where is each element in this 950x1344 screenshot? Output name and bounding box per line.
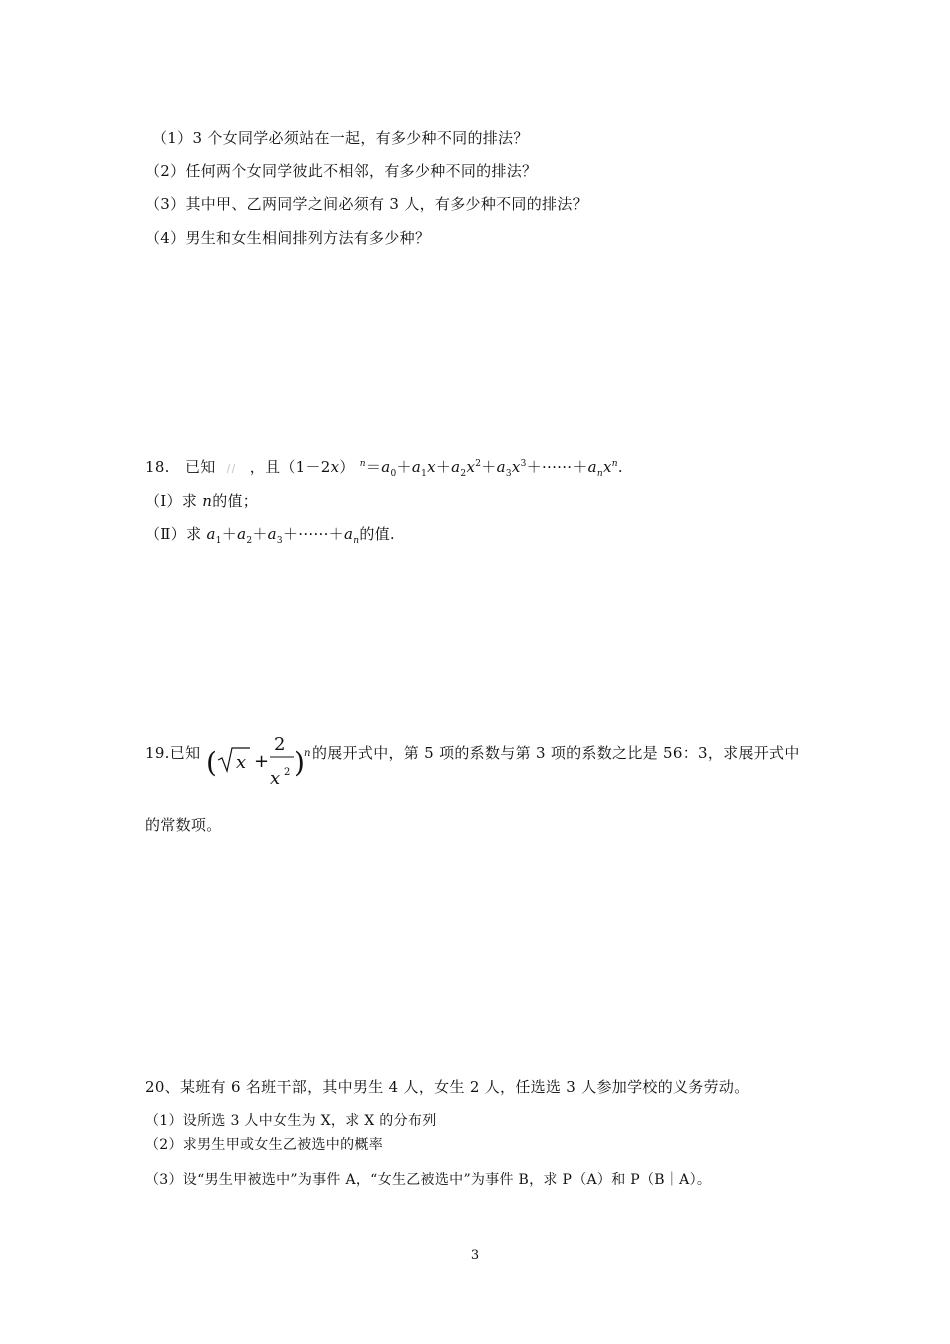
q19-sqrt-x: x — [236, 752, 247, 773]
q19-statement: 的展开式中，第 5 项的系数与第 3 项的系数之比是 56：3，求展开式中 — [312, 744, 800, 762]
q19-denominator-x: x — [270, 768, 281, 789]
q17-part-2: （2）任何两个女同学彼此不相邻，有多少种不同的排法？ — [145, 162, 538, 180]
q18-part-1: （Ⅰ）求 n的值； — [145, 492, 259, 510]
faded-formula-placeholder — [225, 461, 241, 475]
q19-outer-exp: n — [304, 748, 311, 759]
q18-statement: 18. 已知 ，且（1－2x） $^n=a_0+a_1x+a_2x^2+a_3x^3+\cdot\cdot\cdot\cdot\cdot\cdot+a_nx^n$. — [145, 458, 623, 479]
q19-statement-cont: 的常数项。 — [145, 816, 222, 834]
svg-text:(: ( — [206, 746, 217, 779]
q18-lead: 已知 — [184, 458, 216, 476]
q19-binomial-formula — [206, 730, 312, 794]
q19-lead: 19.已知 — [145, 744, 201, 762]
q20-part-3: （3）设“男生甲被选中”为事件 A，“女生乙被选中”为事件 B，求 P（A）和 P（B｜A）。 — [145, 1172, 712, 1188]
q17-part-1: （1）3 个女同学必须站在一起，有多少种不同的排法？ — [152, 129, 529, 147]
q20-part-2: （2）求男生甲或女生乙被选中的概率 — [145, 1137, 384, 1153]
svg-text:+: + — [254, 751, 270, 772]
page-number: 3 — [470, 1248, 480, 1263]
q17-part-3: （3）其中甲、乙两同学之间必须有 3 人，有多少种不同的排法？ — [145, 195, 588, 213]
q17-part-4: （4）男生和女生相间排列方法有多少种？ — [145, 229, 431, 247]
q20-part-1: （1）设所选 3 人中女生为 X，求 X 的分布列 — [145, 1113, 437, 1129]
q19-denominator-exp: 2 — [284, 767, 291, 778]
q18-number: 18. — [145, 458, 170, 476]
q20-intro: 20、某班有 6 名班干部，其中男生 4 人，女生 2 人，任选选 3 人参加学校的义务劳动。 — [145, 1078, 750, 1096]
q18-part-2: （Ⅱ）求 $a_1+a_2+a_3+\cdot\cdot\cdot\cdot\cdot\cdot+a_n$的值. — [145, 525, 395, 546]
q19-numerator: 2 — [274, 734, 286, 755]
svg-text:): ) — [294, 746, 305, 779]
